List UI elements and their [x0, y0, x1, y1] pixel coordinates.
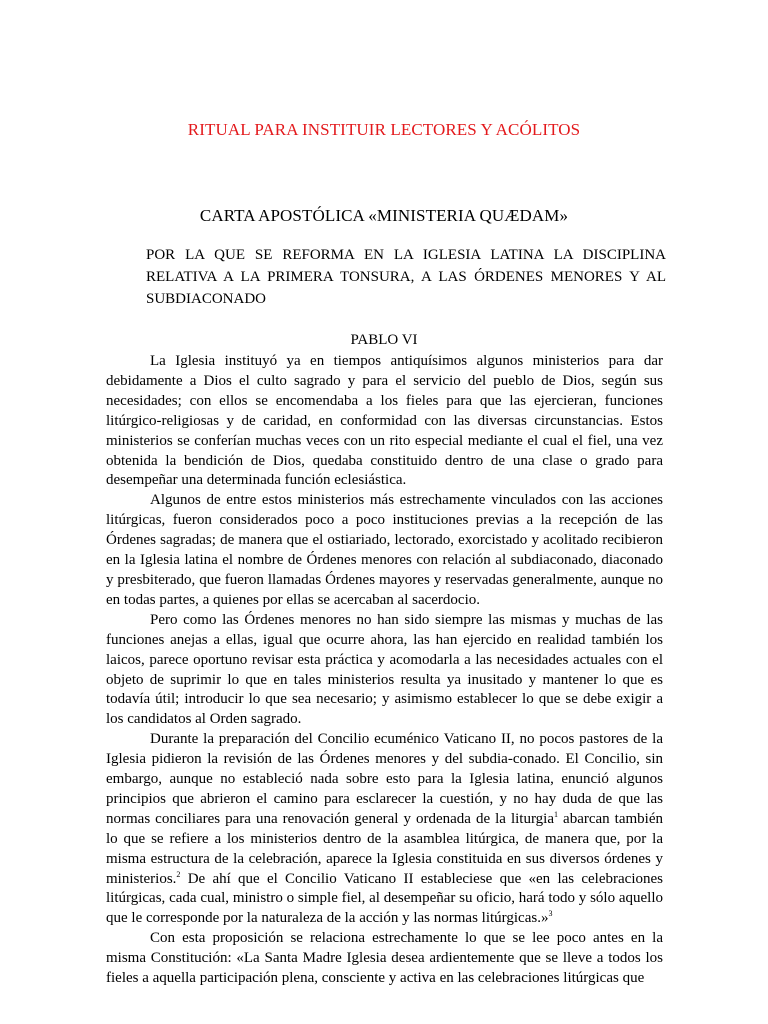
paragraph-text: Durante la preparación del Concilio ecuménico Vaticano II, no pocos pastores de la Iglesia pidieron la revisión de las Órdenes menores y del subdia-conado. El Concilio, sin embargo, aunque no estableció nada sobre esto para la Iglesia latina, enunció algunos principios que abrieron el camino para esclarecer la cuestión, y no hay duda de que las normas conciliares para una renovación general y ordenada de la liturgia	[106, 731, 663, 827]
paragraph: Con esta proposición se relaciona estrechamente lo que se lee poco antes en la misma Constitución: «La Santa Madre Iglesia desea ardientemente que se lleve a todos los fieles a aquella participación plena, consciente y activa en las celebraciones litúrgicas que	[106, 930, 663, 987]
document-title: RITUAL PARA INSTITUIR LECTORES Y ACÓLITOS	[187, 120, 581, 139]
paragraph: Algunos de entre estos ministerios más estrechamente vinculados con las acciones litúrgicas, fueron considerados poco a poco instituciones previas a la recepción de las Órdenes sagradas; de manera que el ostiariado, lectorado, exorcistado y acolitado recibieron en la Iglesia latina el nombre de Órdenes menores con relación al subdiaconado, diaconado y presbiterado, que fueron llamadas Órdenes mayores y reservadas generalmente, aunque no en todas partes, a quienes por ellas se acercaban al sacerdocio.	[106, 492, 663, 608]
letter-subtitle: POR LA QUE SE REFORMA EN LA IGLESIA LATINA LA DISCIPLINA RELATIVA A LA PRIMERA TONSURA, A LAS ÓRDENES MENORES Y AL SUBDIACONADO	[146, 247, 666, 307]
paragraph-text: De ahí que el Concilio Vaticano II estableciese que «en las celebraciones litúrgicas, cada cual, ministro o simple fiel, al desempeñar su oficio, hará todo y sólo aquello que le corresponde por la naturaleza de la acción y las normas litúrgicas.»	[106, 870, 663, 927]
paragraph-text: abarcan también lo que se refiere a los ministerios dentro de la asamblea litúrgica, de manera que, por la misma estructura de la celebración, aparece la Iglesia constituida en sus diversos órdenes y ministerios.	[106, 810, 663, 887]
letter-title: CARTA APOSTÓLICA «MINISTERIA QUÆDAM»	[199, 206, 569, 225]
paragraph	[106, 730, 663, 929]
body-text	[106, 352, 663, 989]
author-name: PABLO VI	[350, 332, 418, 348]
paragraph: Pero como las Órdenes menores no han sido siempre las mismas y muchas de las funciones anejas a ellas, igual que ocurre ahora, las han ejercido en realidad también los laicos, parece oportuno revisar esta práctica y acomodarla a las necesidades actuales con el objeto de suprimir lo que en tales ministerios resulta ya inusitado y mantener lo que es todavía útil; introducir lo que sea necesario; y asimismo establecer lo que se debe exigir a los candidatos al Orden sagrado.	[106, 611, 663, 728]
paragraph: La Iglesia instituyó ya en tiempos antiquísimos algunos ministerios para dar debidamente a Dios el culto sagrado y para el servicio del pueblo de Dios, según sus necesidades; con ellos se encomendaba a los fieles para que las ejercieran, funciones litúrgico-religiosas y de caridad, en conformidad con las diversas circunstancias. Estos ministerios se conferían muchas veces con un rito especial mediante el cual el fiel, una vez obtenida la bendición de Dios, quedaba constituido dentro de una clase o grado para desempeñar una determinada función eclesiástica.	[106, 353, 663, 489]
footnote-ref: 2	[176, 869, 181, 879]
footnote-ref: 3	[548, 909, 553, 919]
footnote-ref: 1	[554, 809, 559, 819]
